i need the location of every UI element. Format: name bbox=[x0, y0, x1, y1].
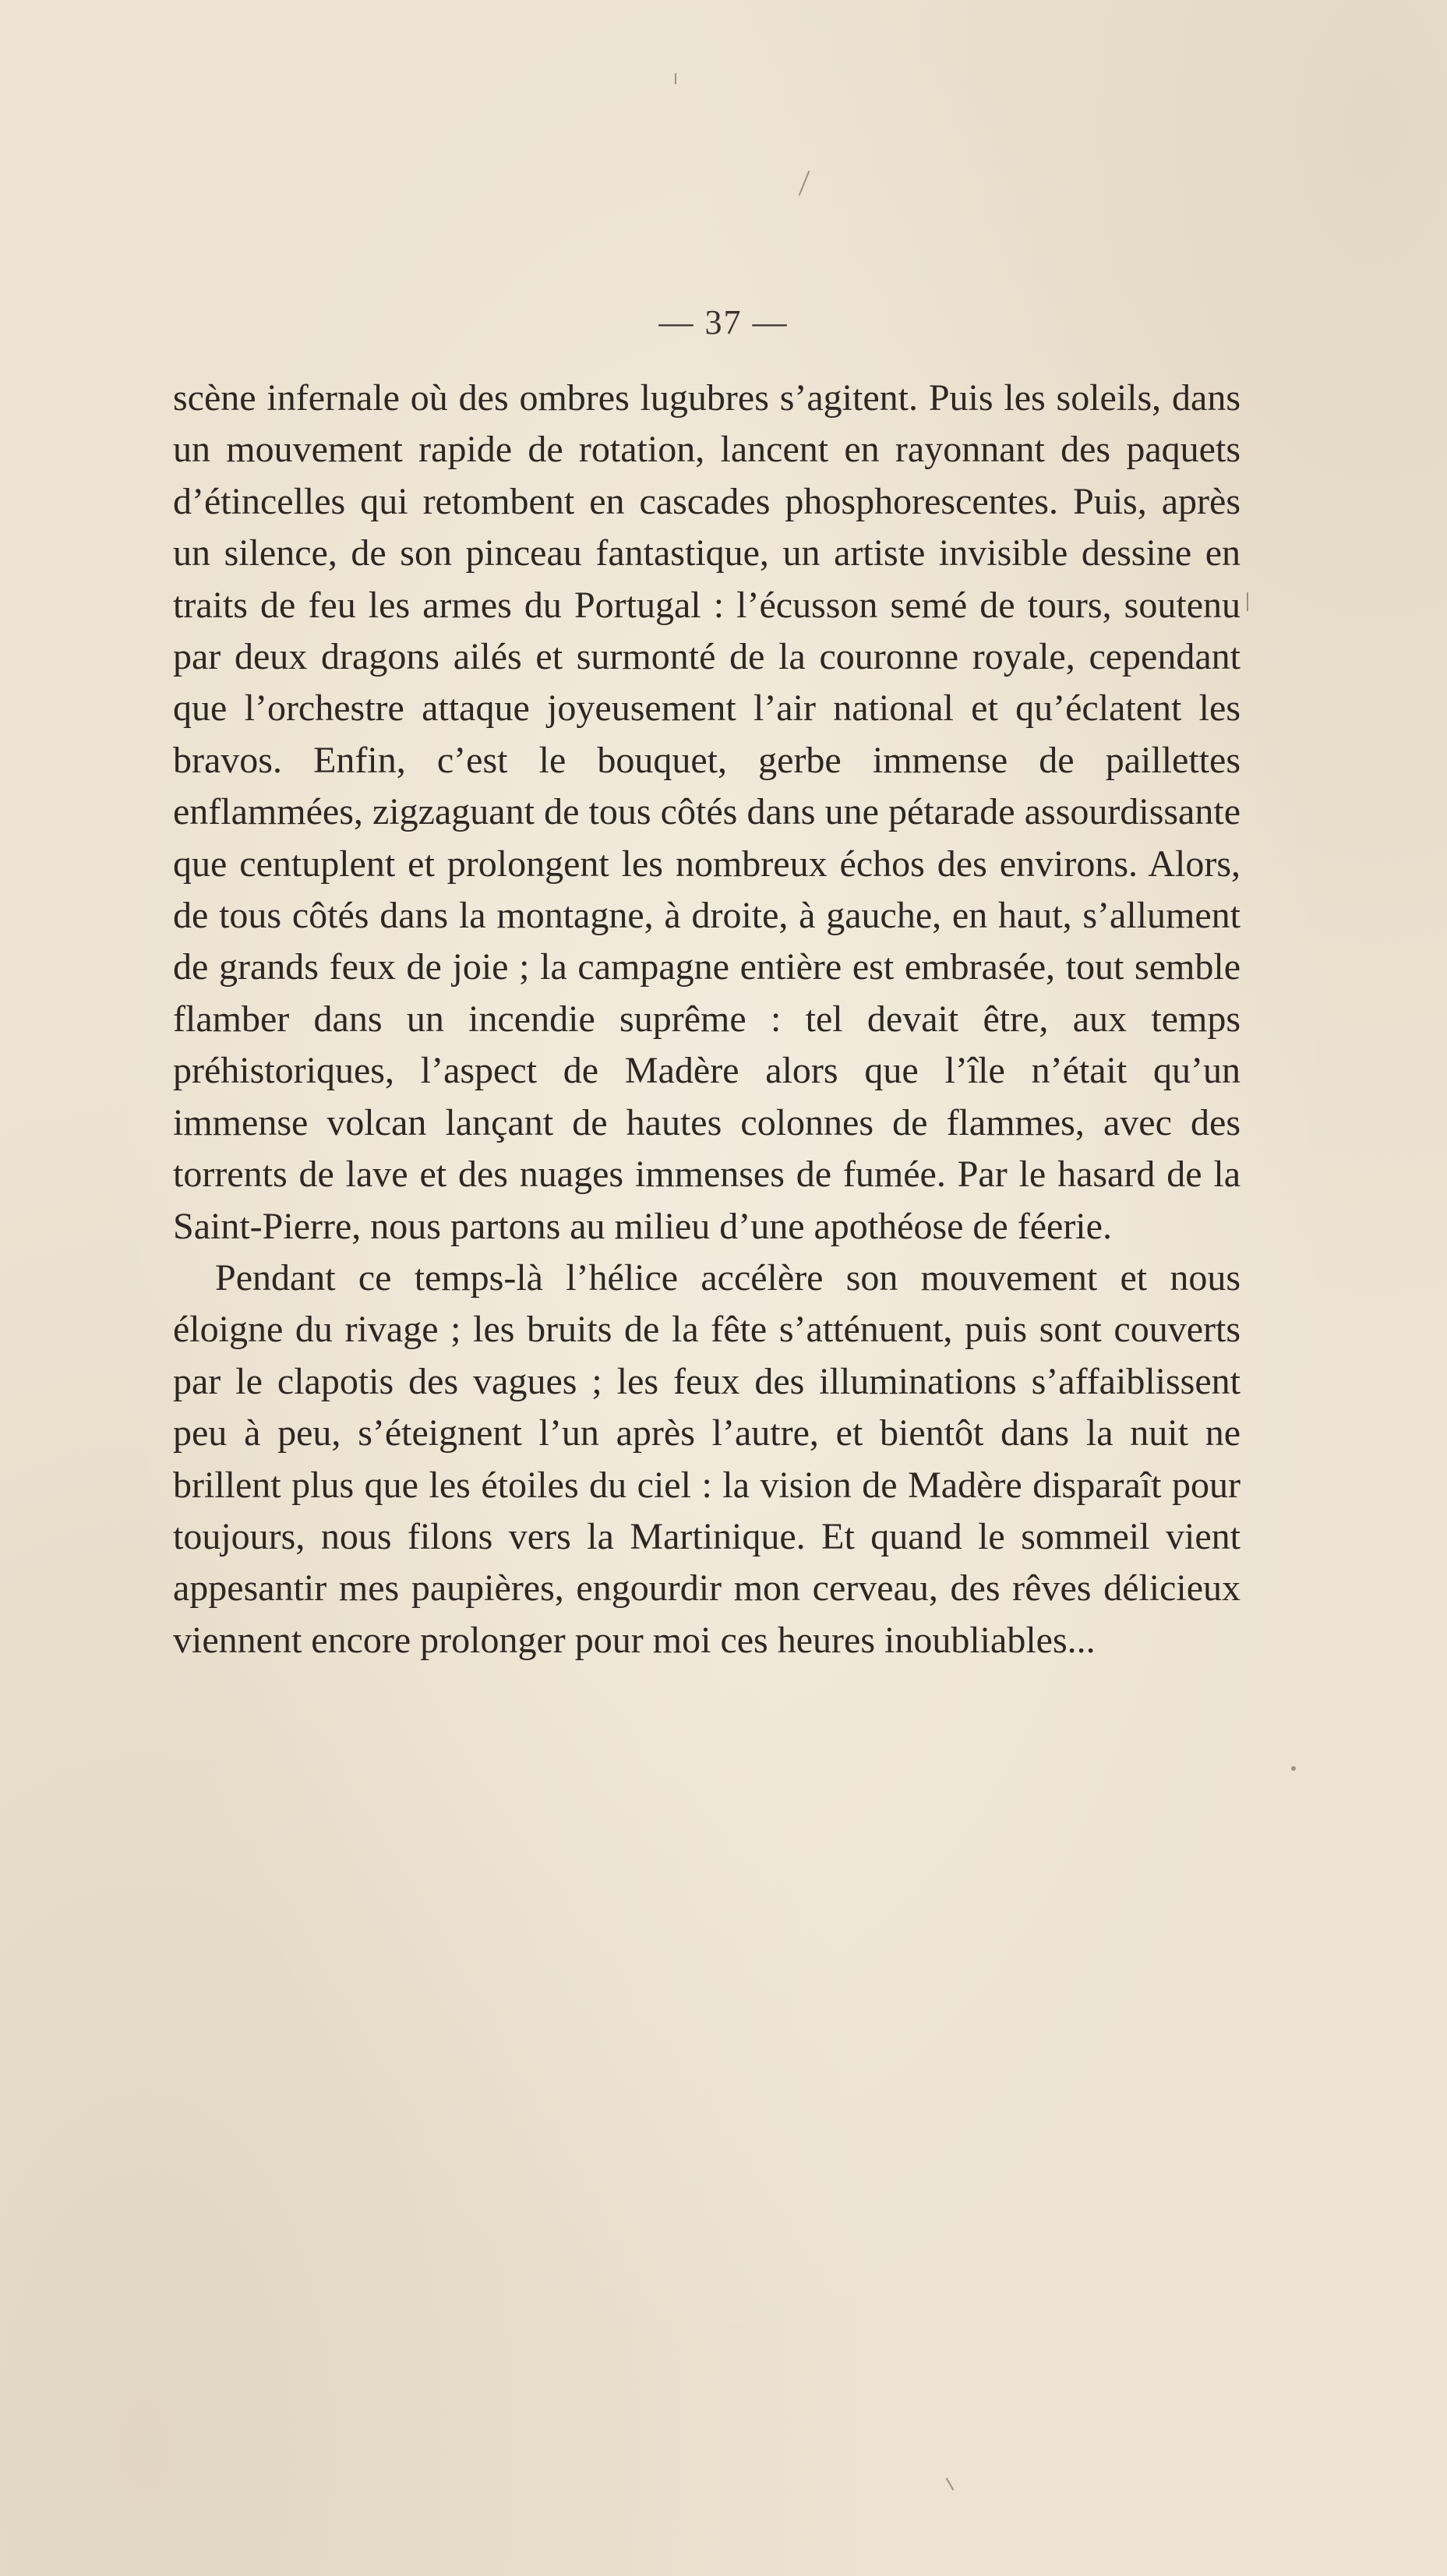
paragraph-1: scène infernale où des ombres lugubres s’agitent. Puis les soleils, dans un mouvement rapide de rotation, lancent en rayonnant des paquets d’étincelles qui retombent en cascades phosphorescentes. Puis, après un silence, de son pinceau fantastique, un artiste invisible dessine en traits de feu les armes du Portugal : l’écusson semé de tours, soutenu par deux dragons ailés et surmonté de la couronne royale, cependant que l’orchestre attaque joyeusement l’air national et qu’éclatent les bravos. Enfin, c’est le bouquet, gerbe immense de paillettes enflammées, zigzaguant de tous côtés dans une pétarade assourdissante que centuplent et prolongent les nombreux échos des environs. Alors, de tous côtés dans la montagne, à droite, à gauche, en haut, s’allument de grands feux de joie ; la campagne entière est embrasée, tout semble flamber dans un incendie suprême : tel devait être, aux temps préhistoriques, l’aspect de Madère alors que l’île n’était qu’un immense volcan lançant de hautes colonnes de flammes, avec des torrents de lave et des nuages immenses de fumée. Par le hasard de la Saint-Pierre, nous partons au milieu d’une apothéose de féerie. bbox=[173, 377, 1241, 1247]
paper-speck bbox=[946, 2478, 955, 2491]
page-number: — 37 — bbox=[658, 303, 789, 341]
paragraph-2: Pendant ce temps-là l’hélice accélère son mouvement et nous éloigne du rivage ; les bruits de la fête s’atténuent, puis sont couverts par le clapotis des vagues ; les feux des illuminations s’affaiblissent peu à peu, s’éteignent l’un après l’autre, et bientôt dans la nuit ne brillent plus que les étoiles du ciel : la vision de Madère disparaît pour toujours, nous filons vers la Martinique. Et quand le sommeil vient appesantir mes paupières, engourdir mon cerveau, des rêves délicieux viennent encore prolonger pour moi ces heures inoubliables... bbox=[173, 1256, 1241, 1661]
paper-speck bbox=[1247, 592, 1248, 611]
paper-speck bbox=[799, 171, 810, 196]
paper-speck bbox=[675, 73, 676, 84]
body-text bbox=[173, 373, 1241, 1666]
paper-speck bbox=[1291, 1766, 1296, 1771]
